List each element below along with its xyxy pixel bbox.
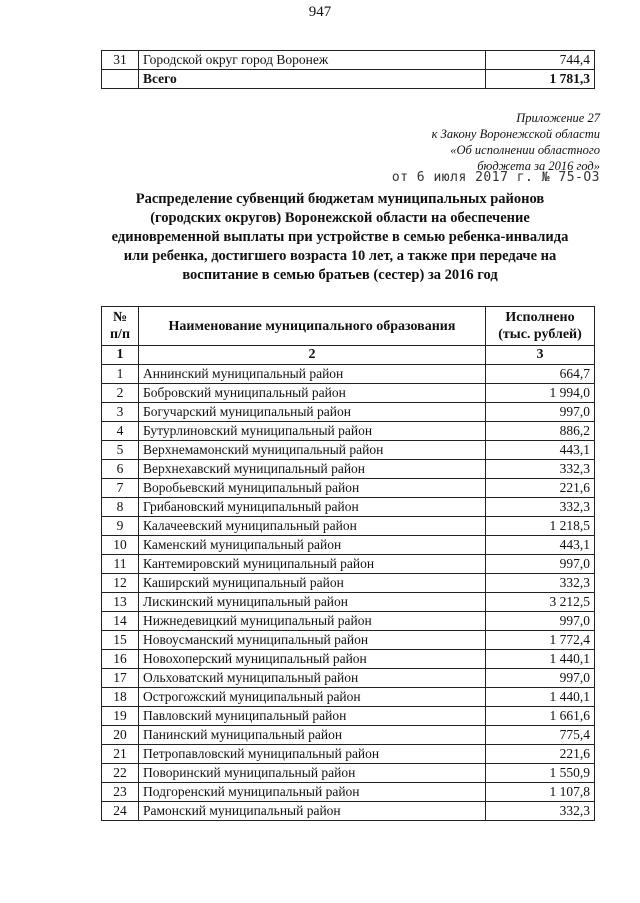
row-number: 11 — [102, 555, 139, 574]
row-number: 13 — [102, 593, 139, 612]
row-name: Поворинский муниципальный район — [139, 764, 486, 783]
row-name: Калачеевский муниципальный район — [139, 517, 486, 536]
row-value: 1 661,6 — [486, 707, 595, 726]
row-name: Новохоперский муниципальный район — [139, 650, 486, 669]
row-number: 17 — [102, 669, 139, 688]
table-row — [102, 650, 595, 669]
table-row — [102, 783, 595, 802]
row-number: 21 — [102, 745, 139, 764]
appendix-note — [340, 110, 600, 174]
row-number: 1 — [102, 365, 139, 384]
table-row — [102, 593, 595, 612]
header-num: № п/п — [102, 307, 139, 346]
table-row — [102, 422, 595, 441]
column-index: 1 — [102, 346, 139, 365]
row-name: Верхнехавский муниципальный район — [139, 460, 486, 479]
table-row — [102, 802, 595, 821]
table-row — [102, 555, 595, 574]
table-row — [102, 441, 595, 460]
row-number: 5 — [102, 441, 139, 460]
table-row — [102, 536, 595, 555]
header-name: Наименование муниципального образования — [139, 307, 486, 346]
row-value: 1 994,0 — [486, 384, 595, 403]
table-row — [102, 460, 595, 479]
row-name: Воробьевский муниципальный район — [139, 479, 486, 498]
table-row — [102, 612, 595, 631]
table-row — [102, 365, 595, 384]
subsidy-table — [101, 306, 595, 821]
row-value: 1 107,8 — [486, 783, 595, 802]
law-date-stamp: от 6 июля 2017 г. № 75-ОЗ — [391, 170, 600, 185]
row-value: 332,3 — [486, 460, 595, 479]
column-index-row — [102, 346, 595, 365]
row-name: Нижнедевицкий муниципальный район — [139, 612, 486, 631]
row-number: 7 — [102, 479, 139, 498]
previous-table-tail — [101, 50, 595, 89]
row-name: Павловский муниципальный район — [139, 707, 486, 726]
table-row — [102, 498, 595, 517]
row-name: Городской округ город Воронеж — [139, 51, 486, 70]
row-name: Каменский муниципальный район — [139, 536, 486, 555]
row-number: 19 — [102, 707, 139, 726]
table-row — [102, 707, 595, 726]
header-value: Исполнено (тыс. рублей) — [486, 307, 595, 346]
total-row — [102, 70, 595, 89]
row-name: Лискинский муниципальный район — [139, 593, 486, 612]
row-value: 443,1 — [486, 536, 595, 555]
table-row — [102, 51, 595, 70]
document-title: Распределение субвенций бюджетам муниципальных районов (городских округов) Воронежской области на обеспечение единовременной выплаты при устройстве в семью ребенка-инвалида или ребенка, достигшего возраста 10 лет, а также при передаче на воспитание в семью братьев (сестер) за 2016 год — [111, 191, 569, 283]
table-row — [102, 517, 595, 536]
row-value: 997,0 — [486, 403, 595, 422]
appendix-line: Приложение 27 — [516, 111, 600, 125]
row-name: Петропавловский муниципальный район — [139, 745, 486, 764]
table-row — [102, 688, 595, 707]
table-header-row — [102, 307, 595, 346]
row-value: 997,0 — [486, 612, 595, 631]
row-number: 20 — [102, 726, 139, 745]
row-value: 443,1 — [486, 441, 595, 460]
row-value: 221,6 — [486, 745, 595, 764]
table-row — [102, 764, 595, 783]
table-row — [102, 479, 595, 498]
row-number: 9 — [102, 517, 139, 536]
appendix-line: к Закону Воронежской области — [431, 127, 600, 141]
row-number: 12 — [102, 574, 139, 593]
row-value: 664,7 — [486, 365, 595, 384]
row-number: 4 — [102, 422, 139, 441]
row-number: 15 — [102, 631, 139, 650]
table-row — [102, 745, 595, 764]
table-row — [102, 574, 595, 593]
row-name: Новоусманский муниципальный район — [139, 631, 486, 650]
row-name: Подгоренский муниципальный район — [139, 783, 486, 802]
total-value: 1 781,3 — [486, 70, 595, 89]
appendix-line: «Об исполнении областного — [450, 143, 600, 157]
row-name: Рамонский муниципальный район — [139, 802, 486, 821]
row-name: Бутурлиновский муниципальный район — [139, 422, 486, 441]
row-number: 16 — [102, 650, 139, 669]
table-row — [102, 726, 595, 745]
row-name: Бобровский муниципальный район — [139, 384, 486, 403]
row-number: 31 — [102, 51, 139, 70]
row-value: 332,3 — [486, 802, 595, 821]
row-number: 24 — [102, 802, 139, 821]
row-value: 332,3 — [486, 574, 595, 593]
row-value: 886,2 — [486, 422, 595, 441]
row-name: Кантемировский муниципальный район — [139, 555, 486, 574]
row-name: Панинский муниципальный район — [139, 726, 486, 745]
table-row — [102, 384, 595, 403]
column-index: 2 — [139, 346, 486, 365]
row-value: 997,0 — [486, 669, 595, 688]
row-value: 997,0 — [486, 555, 595, 574]
row-number: 6 — [102, 460, 139, 479]
row-value: 744,4 — [486, 51, 595, 70]
row-name: Верхнемамонский муниципальный район — [139, 441, 486, 460]
row-name: Острогожский муниципальный район — [139, 688, 486, 707]
table-row — [102, 403, 595, 422]
row-number: 23 — [102, 783, 139, 802]
row-name: Богучарский муниципальный район — [139, 403, 486, 422]
row-number: 18 — [102, 688, 139, 707]
table-row — [102, 631, 595, 650]
row-name: Каширский муниципальный район — [139, 574, 486, 593]
total-num-cell — [102, 70, 139, 89]
total-label: Всего — [139, 70, 486, 89]
page-number: 947 — [308, 4, 332, 20]
table-row — [102, 669, 595, 688]
appendix-line: бюджета за 2016 год» — [477, 159, 600, 173]
row-number: 2 — [102, 384, 139, 403]
row-name: Аннинский муниципальный район — [139, 365, 486, 384]
row-number: 3 — [102, 403, 139, 422]
row-value: 221,6 — [486, 479, 595, 498]
row-name: Ольховатский муниципальный район — [139, 669, 486, 688]
row-number: 8 — [102, 498, 139, 517]
column-index: 3 — [486, 346, 595, 365]
row-value: 1 772,4 — [486, 631, 595, 650]
row-value: 775,4 — [486, 726, 595, 745]
row-value: 1 440,1 — [486, 688, 595, 707]
row-value: 1 218,5 — [486, 517, 595, 536]
row-value: 3 212,5 — [486, 593, 595, 612]
row-value: 1 440,1 — [486, 650, 595, 669]
row-value: 332,3 — [486, 498, 595, 517]
row-number: 10 — [102, 536, 139, 555]
row-number: 22 — [102, 764, 139, 783]
row-value: 1 550,9 — [486, 764, 595, 783]
row-number: 14 — [102, 612, 139, 631]
row-name: Грибановский муниципальный район — [139, 498, 486, 517]
